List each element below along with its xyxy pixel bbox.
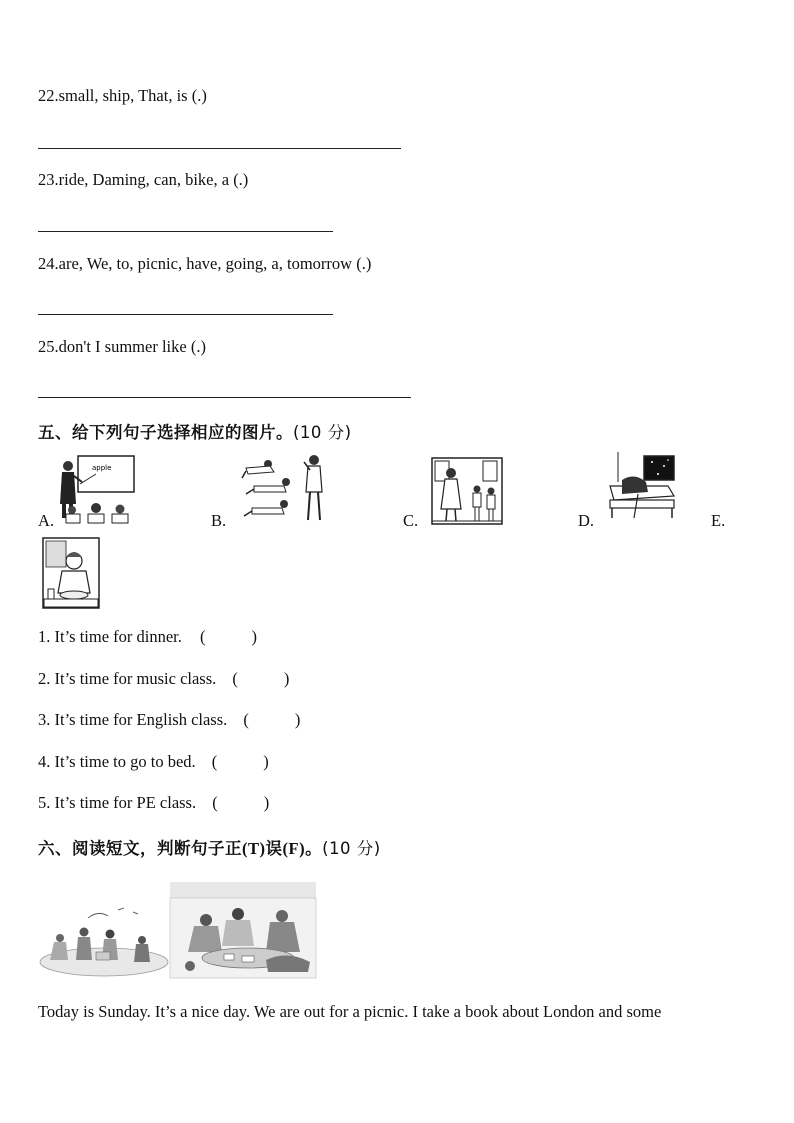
answer-line-22[interactable] (38, 148, 401, 149)
answer-paren-open: ( (212, 793, 218, 812)
answer-line-23[interactable] (38, 231, 333, 232)
match-question-1-text: 1. It’s time for dinner. (38, 627, 182, 646)
reading-paragraph: Today is Sunday. It’s a nice day. We are out for a picnic. I take a book about London and some (38, 1002, 662, 1021)
answer-line-25[interactable] (38, 397, 411, 398)
match-question-3-text: 3. It’s time for English class. (38, 710, 228, 729)
option-c-label: C. (403, 511, 419, 530)
question-24: 24.are, We, to, picnic, have, going, a, tomorrow (.) (38, 254, 372, 273)
match-question-4 (38, 752, 269, 772)
section-6-heading (38, 835, 381, 859)
match-question-3 (38, 710, 300, 730)
option-e-label: E. (711, 511, 726, 530)
apple-board-word: apple (92, 464, 112, 472)
question-22: 22.small, ship, That, is (.) (38, 86, 207, 105)
picnic-picture (38, 880, 320, 980)
match-question-2-text: 2. It’s time for music class. (38, 669, 217, 688)
match-question-5 (38, 793, 269, 813)
answer-paren-open: ( (243, 710, 249, 729)
answer-paren-close: ) (294, 710, 301, 729)
section-5-title: 五、给下列句子选择相应的图片。 (38, 423, 293, 442)
option-d-label: D. (578, 511, 595, 530)
section-6-title-a: 六、阅读短文，判断句子正 (38, 839, 242, 858)
section-5-heading (38, 419, 352, 443)
teacher-apple-class-picture (58, 452, 138, 526)
match-question-5-text: 5. It’s time for PE class. (38, 793, 197, 812)
pe-class-picture (240, 452, 332, 526)
section-6-title-b: 误 (265, 839, 283, 858)
question-25: 25.don't I summer like (.) (38, 337, 206, 356)
match-question-2 (38, 669, 289, 689)
section-6-points: (10 分) (322, 839, 381, 858)
question-23: 23.ride, Daming, can, bike, a (.) (38, 170, 249, 189)
option-b-label: B. (211, 511, 227, 530)
answer-paren-open: ( (232, 669, 238, 688)
dinner-picture (42, 537, 102, 611)
option-a-label: A. (38, 511, 55, 530)
answer-paren-open: ( (211, 752, 218, 771)
section-6-title-f: (F) (282, 839, 306, 858)
answer-paren-close: ) (263, 752, 269, 771)
section-6-title-t: (T) (242, 839, 266, 858)
section-5-points: (10 分) (293, 423, 352, 442)
bedtime-picture (608, 452, 678, 524)
match-question-4-text: 4. It’s time to go to bed. (38, 752, 196, 771)
answer-paren-close: ) (283, 669, 290, 688)
music-class-picture (431, 457, 503, 525)
section-6-title-c: 。 (305, 839, 323, 858)
answer-line-24[interactable] (38, 314, 333, 315)
answer-paren-close: ) (263, 793, 270, 812)
answer-paren-close: ) (251, 627, 258, 646)
answer-paren-open: ( (200, 627, 206, 646)
match-question-1 (38, 627, 257, 647)
